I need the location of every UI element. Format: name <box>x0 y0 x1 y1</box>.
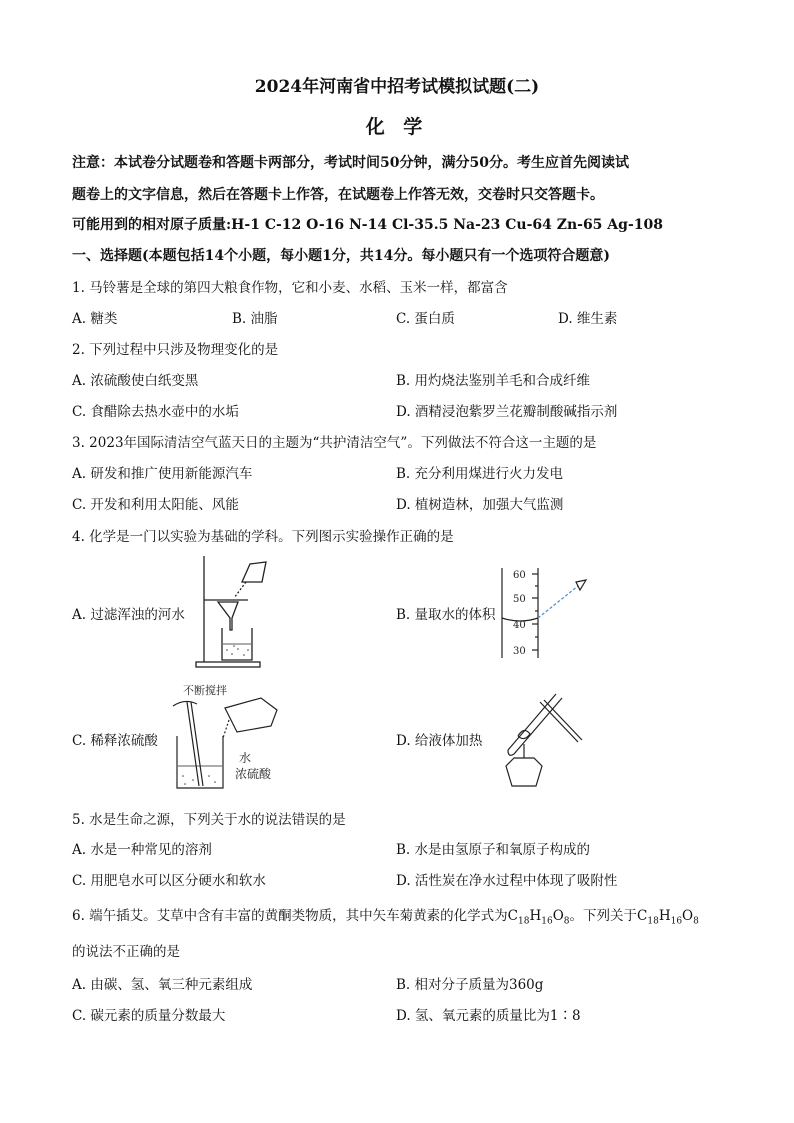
q6-option-c[interactable]: C. 碳元素的质量分数最大 <box>72 1008 226 1024</box>
notice-line-2: 题卷上的文字信息，然后在答题卡上作答，在试题卷上作答无效，交卷时只交答题卡。 <box>72 187 604 203</box>
cylinder-tick-30: 30 <box>513 646 526 657</box>
q4-option-c[interactable]: C. 稀释浓硫酸 <box>72 733 158 749</box>
q6-stem-part-b: 。下列关于 <box>569 908 638 924</box>
notice-line-1: 注意：本试卷分试题卷和答题卡两部分，考试时间50分钟，满分50分。考生应首先阅读试 <box>72 155 629 171</box>
q1-option-b[interactable]: B. 油脂 <box>232 311 278 327</box>
q2-option-c[interactable]: C. 食醋除去热水壶中的水垢 <box>72 404 239 420</box>
q5-option-b[interactable]: B. 水是由氢原子和氧原子构成的 <box>396 842 591 858</box>
water-label: 水 <box>239 751 252 765</box>
q6-option-d[interactable]: D. 氢、氧元素的质量比为1∶8 <box>396 1008 581 1024</box>
cylinder-tick-50: 50 <box>513 594 526 605</box>
heating-liquid-figure <box>496 682 586 790</box>
q6-stem-part-a: 6. 端午插艾。艾草中含有丰富的黄酮类物质，其中矢车菊黄素的化学式为 <box>72 908 508 924</box>
question-3-stem: 3. 2023年国际清洁空气蓝天日的主题为“共护清洁空气”。下列做法不符合这一主题的是 <box>72 435 597 451</box>
question-2-stem: 2. 下列过程中只涉及物理变化的是 <box>72 342 279 358</box>
q4-option-b[interactable]: B. 量取水的体积 <box>396 607 496 623</box>
q4-option-d[interactable]: D. 给液体加热 <box>396 733 483 749</box>
cylinder-tick-40: 40 <box>513 620 526 631</box>
question-5-stem: 5. 水是生命之源，下列关于水的说法错误的是 <box>72 812 346 828</box>
cylinder-tick-60: 60 <box>513 570 526 581</box>
exam-title: 2024年河南省中招考试模拟试题(二) <box>254 77 540 97</box>
q6-option-b[interactable]: B. 相对分子质量为360g <box>396 977 544 993</box>
filtration-apparatus-figure <box>190 552 290 670</box>
question-1-stem: 1. 马铃薯是全球的第四大粮食作物，它和小麦、水稻、玉米一样，都富含 <box>72 280 508 296</box>
stir-label: 不断搅拌 <box>183 684 227 697</box>
measuring-cylinder-figure <box>490 566 600 660</box>
q1-option-d[interactable]: D. 维生素 <box>558 311 618 327</box>
q2-option-b[interactable]: B. 用灼烧法鉴别羊毛和合成纤维 <box>396 373 591 389</box>
q1-option-c[interactable]: C. 蛋白质 <box>396 311 455 327</box>
acid-label: 浓硫酸 <box>235 767 272 781</box>
q2-option-a[interactable]: A. 浓硫酸使白纸变黑 <box>72 373 199 389</box>
q3-option-d[interactable]: D. 植树造林，加强大气监测 <box>396 497 564 513</box>
q3-option-a[interactable]: A. 研发和推广使用新能源汽车 <box>72 466 253 482</box>
q6-formula-1: $C_{18}H_{16}O_8$ <box>507 908 570 927</box>
q4-option-a[interactable]: A. 过滤浑浊的河水 <box>72 607 185 623</box>
subject-title: 化 学 <box>365 116 429 138</box>
q1-option-a[interactable]: A. 糖类 <box>72 311 118 327</box>
q3-option-b[interactable]: B. 充分利用煤进行火力发电 <box>396 466 564 482</box>
question-4-stem: 4. 化学是一门以实验为基础的学科。下列图示实验操作正确的是 <box>72 529 454 545</box>
atomic-mass-line: 可能用到的相对原子质量:H-1 C-12 O-16 N-14 Cl-35.5 Na-23 Cu-64 Zn-65 Ag-108 <box>72 217 663 233</box>
dilution-figure <box>165 680 305 796</box>
question-6-stem-cont: 的说法不正确的是 <box>72 944 180 960</box>
q3-option-c[interactable]: C. 开发和利用太阳能、风能 <box>72 497 239 513</box>
question-6-stem <box>72 904 699 927</box>
q5-option-c[interactable]: C. 用肥皂水可以区分硬水和软水 <box>72 873 266 889</box>
section-heading: 一、选择题(本题包括14个小题，每小题1分，共14分。每小题只有一个选项符合题意) <box>72 248 610 264</box>
q5-option-d[interactable]: D. 活性炭在净水过程中体现了吸附性 <box>396 873 618 889</box>
q6-option-a[interactable]: A. 由碳、氢、氧三种元素组成 <box>72 977 253 993</box>
q6-formula-2: $C_{18}H_{16}O_8$ <box>637 908 699 927</box>
q2-option-d[interactable]: D. 酒精浸泡紫罗兰花瓣制酸碱指示剂 <box>396 404 618 420</box>
q5-option-a[interactable]: A. 水是一种常见的溶剂 <box>72 842 212 858</box>
